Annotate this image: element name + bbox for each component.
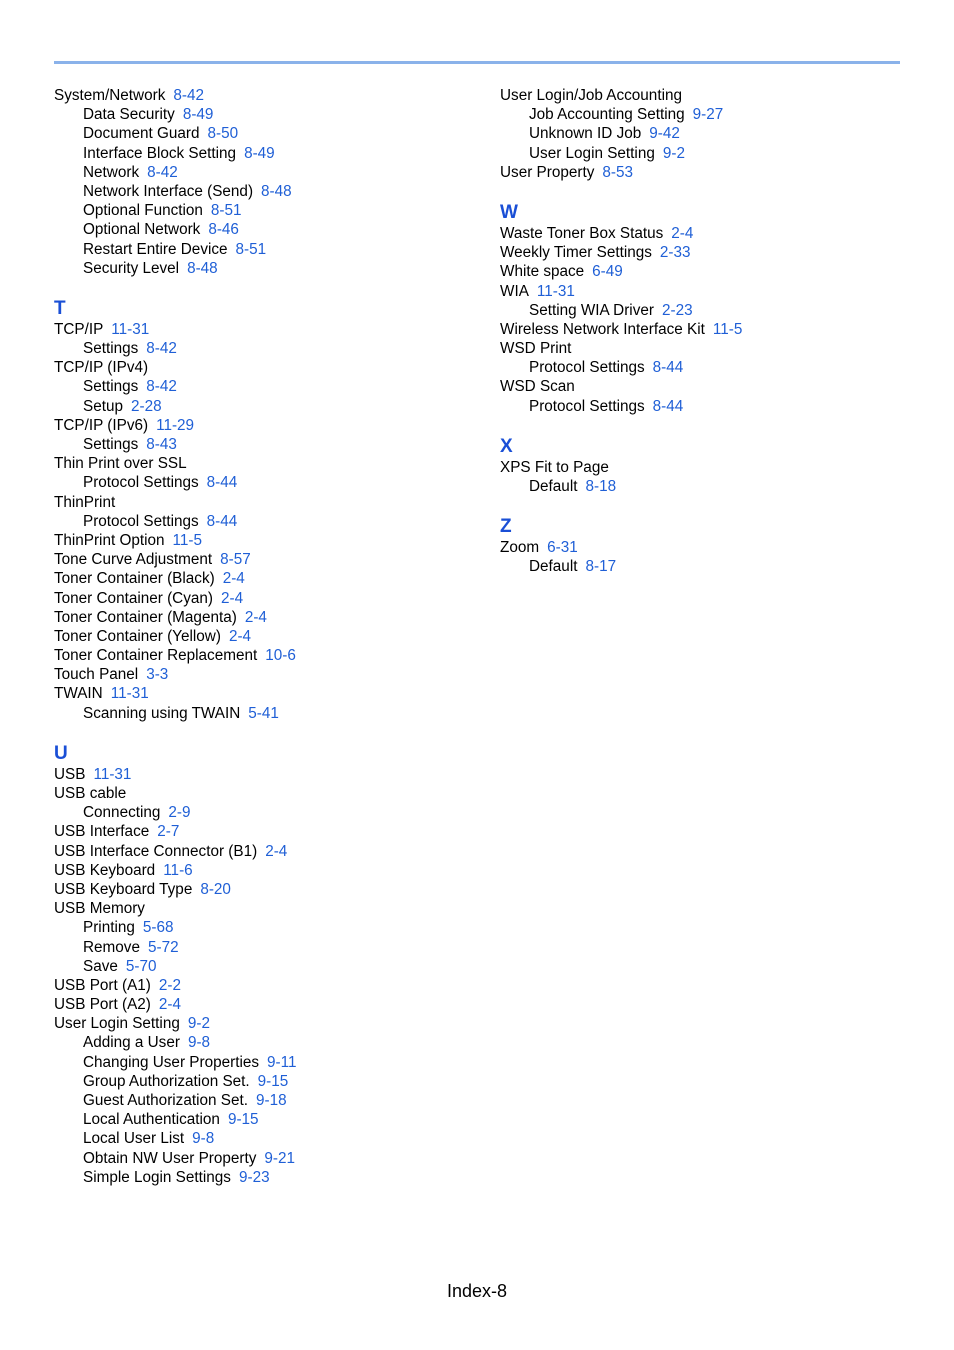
page-link[interactable]: 8-44 bbox=[206, 474, 238, 492]
page-link[interactable]: 11-5 bbox=[172, 531, 203, 549]
page-link[interactable]: 9-2 bbox=[187, 1015, 210, 1033]
page-link[interactable]: 11-6 bbox=[163, 861, 193, 879]
page-link[interactable]: 2-4 bbox=[158, 996, 182, 1014]
index-subentry-remove bbox=[54, 938, 474, 957]
entry-text: Toner Container (Yellow) bbox=[54, 627, 221, 645]
index-entry-user-property bbox=[500, 163, 920, 182]
page-link[interactable]: 2-4 bbox=[222, 570, 245, 588]
index-entry-toner-container-magenta bbox=[54, 608, 474, 627]
index-entry-touch-panel bbox=[54, 665, 474, 684]
index-subentry-setting-wia-driver bbox=[500, 301, 920, 320]
page-link[interactable]: 8-42 bbox=[146, 340, 177, 358]
page-link[interactable]: 8-48 bbox=[187, 259, 218, 277]
index-entry-tcp-ip bbox=[54, 320, 474, 339]
index-section-u bbox=[54, 741, 474, 1187]
index-subentry-network bbox=[54, 163, 474, 182]
page-link[interactable]: 2-23 bbox=[661, 301, 693, 319]
index-entry-user-login-job-accounting bbox=[500, 86, 920, 105]
index-entry-usb-keyboard-type bbox=[54, 880, 474, 899]
page-link[interactable]: 2-4 bbox=[221, 589, 244, 607]
index-subentry-protocol-settings bbox=[54, 473, 474, 492]
entry-text: Toner Container Replacement bbox=[54, 647, 258, 665]
entry-text: Group Authorization Set. bbox=[83, 1072, 250, 1090]
entry-text: ThinPrint bbox=[54, 493, 116, 511]
index-entry-system-network bbox=[54, 86, 474, 105]
page-link[interactable]: 2-4 bbox=[244, 608, 267, 626]
index-subentry-settings bbox=[54, 377, 474, 396]
page-link[interactable]: 8-44 bbox=[652, 359, 684, 377]
index-entry-usb-memory bbox=[54, 899, 474, 918]
index-section-continued bbox=[500, 86, 920, 182]
index-subentry-simple-login-settings bbox=[54, 1168, 474, 1187]
entry-text: USB bbox=[54, 765, 86, 783]
page-link[interactable]: 8-51 bbox=[235, 240, 267, 258]
entry-text: TCP/IP bbox=[54, 320, 104, 338]
page-link[interactable]: 8-48 bbox=[261, 182, 292, 200]
entry-text: Security Level bbox=[83, 259, 180, 277]
page-link[interactable]: 8-43 bbox=[146, 436, 177, 453]
entry-text: TCP/IP (IPv4) bbox=[54, 359, 149, 377]
page-link[interactable]: 8-42 bbox=[173, 87, 204, 104]
page-link[interactable]: 9-42 bbox=[649, 125, 680, 143]
index-entry-toner-container-yellow bbox=[54, 627, 474, 646]
entry-text: Printing bbox=[83, 919, 135, 937]
page-link[interactable]: 5-41 bbox=[248, 704, 279, 722]
page-link[interactable]: 9-27 bbox=[692, 106, 724, 124]
entry-text: Toner Container (Magenta) bbox=[54, 608, 237, 626]
entry-text: USB Interface Connector (B1) bbox=[54, 842, 258, 860]
entry-text: TWAIN bbox=[54, 685, 103, 703]
entry-text: TCP/IP (IPv6) bbox=[54, 416, 149, 434]
index-entry-usb-port-a2 bbox=[54, 995, 474, 1014]
page-link[interactable]: 8-49 bbox=[244, 144, 275, 162]
entry-text: Protocol Settings bbox=[83, 474, 199, 492]
index-entry-twain bbox=[54, 684, 474, 703]
page-link[interactable]: 2-4 bbox=[671, 224, 694, 242]
index-entry-white-space bbox=[500, 262, 920, 281]
entry-text: Touch Panel bbox=[54, 666, 139, 684]
entry-text: Optional Function bbox=[83, 202, 203, 220]
section-letter: X bbox=[500, 435, 513, 457]
page-link[interactable]: 8-46 bbox=[208, 221, 239, 239]
page-link[interactable]: 9-21 bbox=[264, 1149, 296, 1167]
entry-text: Settings bbox=[83, 436, 139, 453]
index-section-w bbox=[500, 200, 920, 416]
entry-text: USB Interface bbox=[54, 823, 150, 841]
entry-text: Unknown ID Job bbox=[529, 125, 642, 143]
index-entry-wireless-network-interface-kit bbox=[500, 320, 920, 339]
section-letter: Z bbox=[500, 516, 512, 538]
entry-text: Local Authentication bbox=[83, 1111, 220, 1129]
page-link[interactable]: 8-17 bbox=[585, 558, 617, 576]
page-link[interactable]: 5-70 bbox=[125, 957, 157, 975]
index-section-x bbox=[500, 434, 920, 496]
page-link[interactable]: 6-49 bbox=[592, 263, 623, 281]
index-entry-usb-keyboard bbox=[54, 861, 474, 880]
index-column-left bbox=[54, 86, 474, 1187]
page-link[interactable]: 11-31 bbox=[111, 320, 150, 338]
entry-text: Adding a User bbox=[83, 1034, 180, 1052]
entry-text: XPS Fit to Page bbox=[500, 458, 609, 476]
entry-text: Zoom bbox=[500, 539, 540, 557]
page-link[interactable]: 2-28 bbox=[130, 397, 162, 415]
page-number: Index-8 bbox=[446, 1281, 508, 1301]
index-subentry-adding-a-user bbox=[54, 1033, 474, 1052]
entry-text: Changing User Properties bbox=[83, 1053, 260, 1071]
header-rule bbox=[54, 61, 900, 64]
entry-text: ThinPrint Option bbox=[54, 531, 165, 549]
index-entry-wsd-print bbox=[500, 339, 920, 358]
entry-text: Wireless Network Interface Kit bbox=[500, 320, 705, 338]
index-subentry-optional-function bbox=[54, 201, 474, 220]
page-link[interactable]: 5-68 bbox=[142, 919, 174, 937]
entry-text: Settings bbox=[83, 340, 139, 358]
page-link[interactable]: 2-4 bbox=[265, 842, 288, 860]
entry-text: Simple Login Settings bbox=[83, 1168, 231, 1186]
page-link[interactable]: 2-4 bbox=[228, 627, 252, 645]
index-subentry-restart-entire-device bbox=[54, 240, 474, 259]
index-entry-tcp-ip-ipv6 bbox=[54, 416, 474, 435]
entry-text: USB Port (A2) bbox=[54, 996, 151, 1014]
index-entry-user-login-setting bbox=[54, 1014, 474, 1033]
page-link[interactable]: 8-42 bbox=[147, 163, 178, 181]
index-entry-wsd-scan bbox=[500, 377, 920, 396]
page-link[interactable]: 8-20 bbox=[200, 880, 231, 898]
entry-text: Protocol Settings bbox=[529, 397, 645, 415]
page-link[interactable]: 8-42 bbox=[146, 378, 177, 396]
index-entry-thinprint bbox=[54, 493, 474, 512]
page-link[interactable]: 9-15 bbox=[257, 1072, 289, 1090]
entry-text: Tone Curve Adjustment bbox=[54, 551, 213, 569]
entry-text: Save bbox=[83, 957, 118, 975]
entry-text: User Login/Job Accounting bbox=[500, 87, 682, 104]
page-link[interactable]: 9-8 bbox=[192, 1130, 215, 1148]
entry-text: Interface Block Setting bbox=[83, 144, 237, 162]
page-link[interactable]: 8-53 bbox=[602, 163, 633, 181]
page-link[interactable]: 8-50 bbox=[207, 125, 239, 143]
index-subentry-protocol-settings bbox=[500, 358, 920, 377]
entry-text: USB Keyboard bbox=[54, 861, 156, 879]
entry-text: Protocol Settings bbox=[529, 359, 645, 377]
index-subentry-connecting bbox=[54, 803, 474, 822]
index-entry-tcp-ip-ipv4 bbox=[54, 358, 474, 377]
page-link[interactable]: 2-7 bbox=[157, 823, 180, 841]
entry-text: Job Accounting Setting bbox=[529, 106, 685, 124]
entry-text: Default bbox=[529, 478, 578, 495]
index-subentry-setup bbox=[54, 397, 474, 416]
section-letter: U bbox=[54, 742, 68, 764]
index-subentry-group-authorization-set bbox=[54, 1072, 474, 1091]
index-entry-xps-fit-to-page bbox=[500, 458, 920, 477]
entry-text: USB cable bbox=[54, 785, 127, 802]
page-link[interactable]: 9-11 bbox=[267, 1053, 297, 1071]
page-link[interactable]: 9-23 bbox=[238, 1168, 270, 1186]
entry-text: Network bbox=[83, 163, 140, 181]
entry-text: User Login Setting bbox=[529, 144, 655, 162]
entry-text: USB Memory bbox=[54, 900, 145, 918]
page-link[interactable]: 2-33 bbox=[659, 244, 691, 262]
page-link[interactable]: 2-2 bbox=[158, 976, 182, 994]
index-entry-usb-cable bbox=[54, 784, 474, 803]
index-entry-zoom bbox=[500, 538, 920, 557]
index-subentry-default bbox=[500, 557, 920, 576]
page-link[interactable]: 9-15 bbox=[227, 1111, 259, 1129]
index-subentry-interface-block-setting bbox=[54, 144, 474, 163]
section-letter: W bbox=[500, 201, 518, 223]
index-subentry-security-level bbox=[54, 259, 474, 278]
entry-text: Default bbox=[529, 558, 578, 576]
index-subentry-settings bbox=[54, 339, 474, 358]
entry-text: Setting WIA Driver bbox=[529, 301, 654, 319]
entry-text: Settings bbox=[83, 378, 139, 396]
entry-text: Restart Entire Device bbox=[83, 240, 228, 258]
index-subentry-protocol-settings bbox=[500, 397, 920, 416]
entry-text: Waste Toner Box Status bbox=[500, 224, 664, 242]
entry-text: WSD Print bbox=[500, 340, 572, 358]
entry-text: Protocol Settings bbox=[83, 512, 199, 530]
entry-text: WIA bbox=[500, 282, 529, 300]
index-entry-tone-curve-adjustment bbox=[54, 550, 474, 569]
entry-text: Document Guard bbox=[83, 125, 200, 143]
index-subentry-job-accounting-setting bbox=[500, 105, 920, 124]
page-link[interactable]: 8-49 bbox=[182, 106, 214, 124]
entry-text: Remove bbox=[83, 938, 140, 956]
index-subentry-local-authentication bbox=[54, 1110, 474, 1129]
entry-text: USB Keyboard Type bbox=[54, 880, 193, 898]
page-link[interactable]: 11-31 bbox=[93, 765, 132, 783]
page-link[interactable]: 9-2 bbox=[662, 144, 685, 162]
index-subentry-settings bbox=[54, 435, 474, 454]
page-link[interactable]: 8-18 bbox=[585, 478, 617, 495]
entry-text: USB Port (A1) bbox=[54, 976, 151, 994]
index-subentry-network-interface-send bbox=[54, 182, 474, 201]
index-subentry-save bbox=[54, 957, 474, 976]
index-subentry-guest-authorization-set bbox=[54, 1091, 474, 1110]
index-subentry-changing-user-properties bbox=[54, 1053, 474, 1072]
entry-text: White space bbox=[500, 263, 585, 281]
entry-text: Obtain NW User Property bbox=[83, 1149, 257, 1167]
entry-text: Toner Container (Black) bbox=[54, 570, 215, 588]
page-link[interactable]: 3-3 bbox=[146, 666, 169, 684]
page-link[interactable]: 8-44 bbox=[652, 397, 684, 415]
index-entry-toner-container-cyan bbox=[54, 589, 474, 608]
entry-text: Connecting bbox=[83, 804, 161, 822]
page-link[interactable]: 6-31 bbox=[547, 539, 578, 557]
index-column-right bbox=[500, 86, 920, 577]
page-link[interactable]: 8-51 bbox=[210, 202, 242, 220]
page-link[interactable]: 9-18 bbox=[255, 1092, 287, 1109]
index-entry-weekly-timer-settings bbox=[500, 243, 920, 262]
entry-text: User Login Setting bbox=[54, 1015, 180, 1033]
index-entry-thinprint-option bbox=[54, 531, 474, 550]
index-subentry-scanning-using-twain bbox=[54, 704, 474, 723]
page-link[interactable]: 11-31 bbox=[110, 685, 149, 703]
page-link[interactable]: 10-6 bbox=[265, 647, 296, 665]
index-subentry-protocol-settings bbox=[54, 512, 474, 531]
entry-text: Guest Authorization Set. bbox=[83, 1092, 248, 1109]
index-subentry-obtain-nw-user-property bbox=[54, 1149, 474, 1168]
entry-text: WSD Scan bbox=[500, 378, 575, 396]
index-subentry-document-guard bbox=[54, 124, 474, 143]
page-link[interactable]: 8-57 bbox=[220, 551, 251, 569]
entry-text: Network Interface (Send) bbox=[83, 182, 254, 200]
entry-text: System/Network bbox=[54, 87, 166, 104]
page-link[interactable]: 11-29 bbox=[156, 416, 195, 434]
index-subentry-optional-network bbox=[54, 220, 474, 239]
index-section-z bbox=[500, 514, 920, 576]
entry-text: Data Security bbox=[83, 106, 175, 124]
entry-text: Local User List bbox=[83, 1130, 185, 1148]
index-entry-waste-toner-box-status bbox=[500, 224, 920, 243]
index-entry-toner-container-replacement bbox=[54, 646, 474, 665]
entry-text: Thin Print over SSL bbox=[54, 455, 187, 473]
page-link[interactable]: 11-31 bbox=[536, 282, 575, 300]
page-link[interactable]: 5-72 bbox=[147, 938, 179, 956]
entry-text: Optional Network bbox=[83, 221, 201, 239]
entry-text: Setup bbox=[83, 397, 123, 415]
index-entry-usb-interface-connector-b1 bbox=[54, 842, 474, 861]
index-subentry-printing bbox=[54, 918, 474, 937]
index-subentry-user-login-setting bbox=[500, 144, 920, 163]
page-link[interactable]: 8-44 bbox=[206, 512, 238, 530]
index-subentry-data-security bbox=[54, 105, 474, 124]
entry-text: Weekly Timer Settings bbox=[500, 244, 652, 262]
index-entry-usb bbox=[54, 765, 474, 784]
entry-text: Scanning using TWAIN bbox=[83, 704, 241, 722]
section-letter: T bbox=[54, 297, 66, 319]
index-subentry-unknown-id-job bbox=[500, 124, 920, 143]
page-link[interactable]: 2-9 bbox=[168, 804, 191, 822]
index-entry-usb-port-a1 bbox=[54, 976, 474, 995]
entry-text: Toner Container (Cyan) bbox=[54, 589, 213, 607]
entry-text: User Property bbox=[500, 163, 595, 181]
page-link[interactable]: 9-8 bbox=[187, 1034, 211, 1052]
index-entry-toner-container-black bbox=[54, 569, 474, 588]
index-entry-wia bbox=[500, 282, 920, 301]
index-section-t bbox=[54, 296, 474, 723]
index-entry-thin-print-over-ssl bbox=[54, 454, 474, 473]
index-subentry-default bbox=[500, 477, 920, 496]
index-section-continued bbox=[54, 86, 474, 278]
index-subentry-local-user-list bbox=[54, 1129, 474, 1148]
index-entry-usb-interface bbox=[54, 822, 474, 841]
page-link[interactable]: 11-5 bbox=[712, 320, 743, 338]
